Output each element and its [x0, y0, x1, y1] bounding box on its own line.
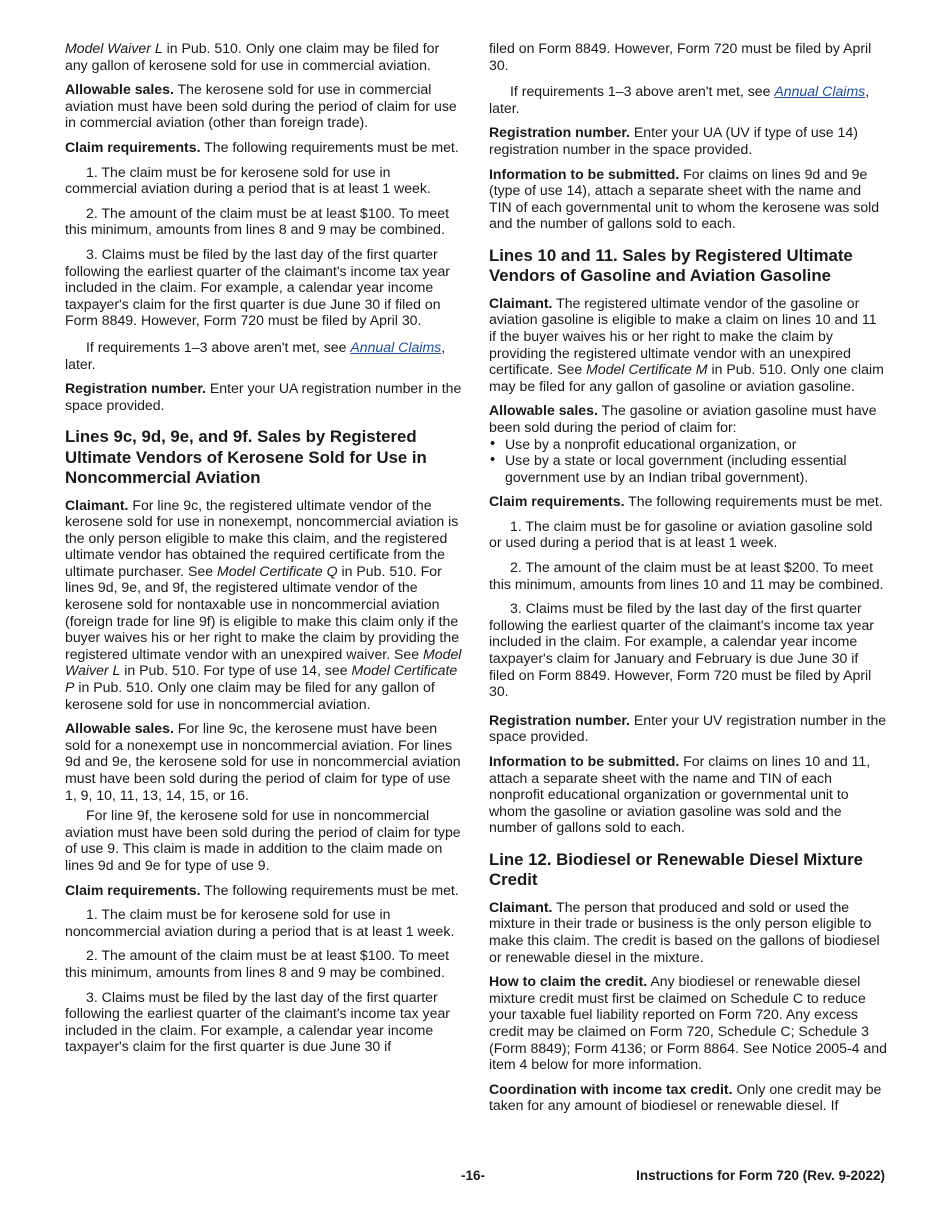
- run-in-heading: Allowable sales.: [65, 720, 174, 737]
- paragraph: Claim requirements. The following requirements must be met.: [489, 493, 883, 510]
- numbered-item: 1. The claim must be for kerosene sold for use in noncommercial aviation during a period that is at least 1 week.: [65, 906, 455, 939]
- paragraph: Claimant. The registered ultimate vendor of the gasoline or aviation gasoline is eligible to make a claim on lines 10 and 11 if the buyer waives his or her right to make the claim by providing the registered ultimate vendor with an unexpired certificate. See Model Certificate M in Pub. 510. Only one claim may be filed for any gallon of gasoline or aviation gasoline.: [489, 294, 884, 394]
- run-in-heading: Information to be submitted.: [489, 753, 680, 769]
- numbered-item: 3. Claims must be filed by the last day of the first quarter following the earliest quarter of the claimant's income tax year included in the claim. For example, a calendar year income taxpayer's claim for the first quarter is due June 30 if: [65, 988, 450, 1055]
- right-column: [489, 40, 887, 1122]
- numbered-item: 1. The claim must be for kerosene sold for use in commercial aviation during a period that is at least 1 week.: [65, 163, 431, 197]
- left-column: [65, 40, 463, 1063]
- paragraph: Information to be submitted. For claims on lines 9d and 9e (type of use 14), attach a separate sheet with the name and TIN of each governmental unit to whom the kerosene was sold and the number of gallons sold to each.: [489, 165, 880, 232]
- italic-ref: Model Certificate M: [586, 361, 708, 378]
- numbered-item: 1. The claim must be for gasoline or aviation gasoline sold or used during a period that is at least 1 week.: [489, 517, 873, 551]
- italic-ref: Model Waiver L: [65, 645, 462, 679]
- numbered-item: 2. The amount of the claim must be at least $200. To meet this minimum, amounts from lines 10 and 11 may be combined.: [489, 559, 884, 592]
- paragraph: For line 9f, the kerosene sold for use in noncommercial aviation must have been sold during the period of claim for type of use 9. This claim is made in addition to the claim made on lines 9d and 9e for type of use 9.: [65, 807, 461, 873]
- paragraph: Model Waiver L in Pub. 510. Only one claim may be filed for any gallon of kerosene sold for use in commercial aviation.: [65, 40, 440, 73]
- run-in-heading: Claimant.: [489, 294, 553, 311]
- paragraph: Registration number. Enter your UA registration number in the space provided.: [65, 380, 462, 413]
- run-in-heading: Registration number.: [65, 380, 206, 397]
- paragraph: If requirements 1–3 above aren't met, see Annual Claims, later.: [65, 338, 446, 372]
- paragraph: Allowable sales. The kerosene sold for use in commercial aviation must have been sold during the period of claim for use in commercial aviation (other than foreign trade).: [65, 81, 457, 131]
- run-in-heading: Registration number.: [489, 711, 630, 728]
- paragraph: Claim requirements. The following requirements must be met.: [65, 138, 459, 155]
- list-item: • Use by a state or local government (including essential government use by an Indian tribal government).: [489, 452, 887, 485]
- paragraph: Allowable sales. For line 9c, the kerosene must have been sold for a nonexempt use in noncommercial aviation. For lines 9d and 9e, the kerosene sold for use in noncommercial aviation must have been sold during the period of claim for type of use 1, 9, 10, 11, 13, 14, 15, or 16.: [65, 720, 461, 803]
- run-in-heading: Coordination with income tax credit.: [489, 1080, 733, 1097]
- paragraph: Claim requirements. The following requirements must be met.: [65, 881, 459, 898]
- paragraph: If requirements 1–3 above aren't met, see Annual Claims, later.: [489, 83, 870, 116]
- run-in-heading: How to claim the credit.: [489, 973, 648, 990]
- italic-ref: Model Certificate Q: [216, 562, 338, 579]
- run-in-heading: Claimant.: [489, 898, 553, 915]
- numbered-item: 2. The amount of the claim must be at least $100. To meet this minimum, amounts from lines 8 and 9 may be combined.: [65, 947, 449, 980]
- run-in-heading: Claim requirements.: [65, 881, 201, 898]
- section-heading: Lines 10 and 11. Sales by Registered Ultimate Vendors of Gasoline and Aviation Gasoline: [489, 245, 853, 286]
- numbered-item: 3. Claims must be filed by the last day of the first quarter following the earliest quarter of the claimant's income tax year included in the claim. For example, a calendar year income taxpayer's claim for the first quarter is due June 30 if filed on Form 8849. However, Form 720 must be filed by April 30.: [65, 245, 450, 329]
- paragraph: Claimant. For line 9c, the registered ultimate vendor of the kerosene sold for use in nonexempt, noncommercial aviation is the only person eligible to make this claim, and the registered ultimate vendor has obtained the required certificate from the ultimate purchaser. See Model Certificate Q in Pub. 510. For lines 9d, 9e, and 9f, the registered ultimate vendor of the kerosene sold for nontaxable use in noncommercial aviation (foreign trade for line 9f) is eligible to make this claim only if the buyer waives his or her right to make the claim by providing the registered ultimate vendor with an unexpired waiver. See Model Waiver L in Pub. 510. For type of use 14, see Model Certificate P in Pub. 510. Only one claim may be filed for any gallon of kerosene sold for use in noncommercial aviation.: [65, 496, 462, 712]
- paragraph: Allowable sales. The gasoline or aviation gasoline must have been sold during the period of claim for:: [489, 402, 877, 435]
- run-in-heading: Allowable sales.: [65, 81, 174, 98]
- form-title: Instructions for Form 720 (Rev. 9-2022): [636, 1168, 885, 1183]
- section-heading: Lines 9c, 9d, 9e, and 9f. Sales by Registered Ultimate Vendors of Kerosene Sold for Use in Noncommercial Aviation: [65, 427, 427, 488]
- annual-claims-link[interactable]: Annual Claims: [350, 338, 442, 355]
- annual-claims-link[interactable]: Annual Claims: [774, 83, 866, 100]
- paragraph: Registration number. Enter your UA (UV if type of use 14) registration number in the space provided.: [489, 124, 858, 157]
- run-in-heading: Claim requirements.: [489, 493, 625, 510]
- paragraph: Claimant. The person that produced and sold or used the mixture in their trade or business is the only person eligible to make this claim. The credit is based on the gallons of biodiesel or renewable diesel in the mixture.: [489, 898, 880, 965]
- run-in-heading: Allowable sales.: [489, 402, 598, 419]
- section-heading: Line 12. Biodiesel or Renewable Diesel Mixture Credit: [489, 849, 863, 890]
- paragraph: Information to be submitted. For claims on lines 10 and 11, attach a separate sheet with the name and TIN of each nonprofit educational organization or governmental unit to whom the gasoline or aviation gasoline was sold and the number of gallons sold to each.: [489, 753, 871, 836]
- numbered-item: 3. Claims must be filed by the last day of the first quarter following the earliest quarter of the claimant's income tax year included in the claim. For example, a calendar year income taxpayer's claim for January and February is due June 30 if filed on Form 8849. However, Form 720 must be filed by April 30.: [489, 600, 874, 700]
- bullet-list: [489, 436, 887, 486]
- numbered-item: 2. The amount of the claim must be at least $100. To meet this minimum, amounts from lines 8 and 9 may be combined.: [65, 204, 449, 238]
- run-in-heading: Claim requirements.: [65, 138, 201, 155]
- italic-ref: Model Waiver L: [65, 40, 163, 56]
- run-in-heading: Registration number.: [489, 124, 630, 141]
- paragraph: filed on Form 8849. However, Form 720 must be filed by April 30.: [489, 40, 872, 73]
- paragraph: How to claim the credit. Any biodiesel or renewable diesel mixture credit must first be claimed on Schedule C to reduce your taxable fuel liability reported on Form 720. Any excess credit may be claimed on Form 720, Schedule C; Schedule 3 (Form 8849); Form 4136; or Form 8864. See Notice 2005-4 and item 4 below for more information.: [489, 973, 887, 1073]
- run-in-heading: Information to be submitted.: [489, 165, 680, 182]
- list-item: • Use by a nonprofit educational organization, or: [489, 436, 887, 453]
- run-in-heading: Claimant.: [65, 496, 129, 513]
- page-number: -16-: [461, 1168, 486, 1183]
- paragraph: Registration number. Enter your UV registration number in the space provided.: [489, 711, 887, 745]
- paragraph: Coordination with income tax credit. Only one credit may be taken for any amount of biodiesel or renewable diesel. If: [489, 1080, 882, 1114]
- italic-ref: Model Certificate P: [65, 662, 458, 696]
